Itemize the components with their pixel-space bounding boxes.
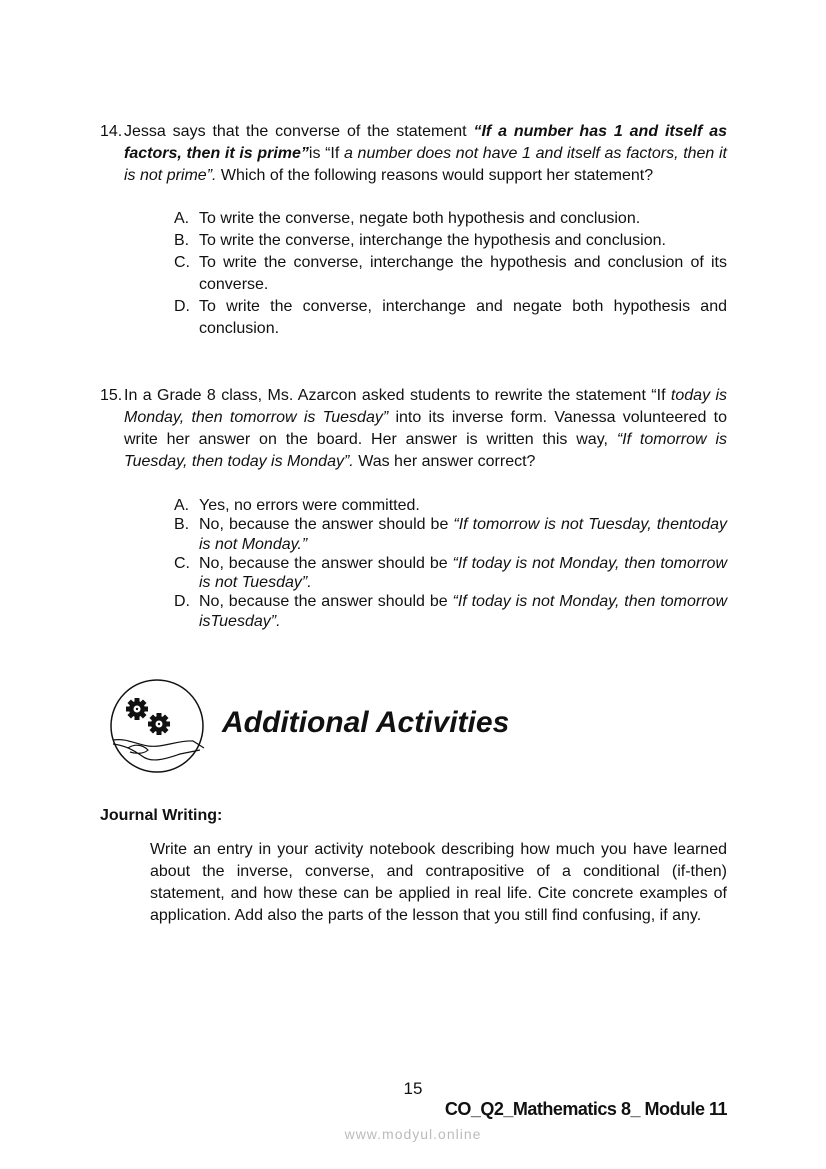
module-footer: CO_Q2_Mathematics 8_ Module 11: [444, 1099, 727, 1119]
answer-option-a: [174, 496, 727, 515]
answer-option-d: [174, 592, 727, 631]
question-number: 15.: [100, 387, 123, 404]
option-label: A.: [174, 497, 190, 514]
answer-option-d: [174, 296, 727, 340]
answer-option-c: [174, 554, 727, 593]
answer-option-c: [174, 252, 727, 296]
watermark: www.modyul.online: [344, 1126, 482, 1142]
answer-option-b: [174, 515, 727, 554]
text-segment: today is Monday, then tomorrow is Tuesday”: [124, 387, 728, 426]
question-14-options: [174, 208, 727, 340]
text-segment: “If today is not Monday, then tomorrow is not Tuesday”.: [199, 554, 727, 592]
text-segment: “If a number has 1 and itself as factors, then it is prime”: [124, 123, 728, 162]
text-segment: is “If: [308, 145, 344, 162]
journal-text: Write an entry in your activity notebook describing how much you have learned about the inverse, converse, and contrapositive of a conditional (if-then) statement, and how these can be applied in real life. Cite concrete examples of application. Add also the parts of the lesson that you still find confusing, if any.: [150, 841, 727, 924]
option-label: B.: [174, 516, 190, 534]
option-label: D.: [174, 593, 190, 611]
text-segment: Was her answer correct?: [353, 453, 536, 470]
option-label: C.: [174, 254, 190, 271]
option-label: B.: [174, 232, 190, 249]
text-segment: No, because the answer should be: [199, 554, 453, 572]
answer-option-b: [174, 230, 727, 252]
question-15: [100, 385, 727, 473]
option-label: C.: [174, 554, 190, 572]
question-stem: [124, 121, 727, 187]
text-segment: To write the converse, negate both hypothesis and conclusion.: [199, 210, 641, 227]
question-14: [100, 121, 727, 187]
option-label: A.: [174, 210, 190, 227]
text-segment: into its inverse form. Vanessa volunteered to write her answer on the board. Her answer is written this way,: [124, 409, 728, 448]
option-label: D.: [174, 298, 190, 315]
text-segment: a number does not have 1 and itself as factors, then it is not prime”.: [124, 145, 727, 184]
question-15-options: [174, 496, 727, 631]
journal-heading: Journal Writing:: [100, 807, 223, 824]
question-stem: [124, 385, 727, 473]
text-segment: In a Grade 8 class, Ms. Azarcon asked students to rewrite the statement “If: [124, 387, 671, 404]
text-segment: No, because the answer should be: [199, 516, 454, 534]
text-segment: “If today is not Monday, then tomorrow isTuesday”.: [199, 593, 727, 630]
text-segment: No, because the answer should be: [199, 593, 453, 611]
page-number: 15: [403, 1079, 423, 1098]
answer-option-a: [174, 208, 727, 230]
section-title: Additional Activities: [222, 706, 510, 739]
text-segment: Which of the following reasons would support her statement?: [216, 167, 654, 184]
question-number: 14.: [100, 123, 123, 140]
text-segment: To write the converse, interchange the hypothesis and conclusion.: [199, 232, 666, 249]
text-segment: To write the converse, interchange and negate both hypothesis and conclusion.: [199, 298, 727, 337]
text-segment: Jessa says that the converse of the statement: [124, 123, 474, 140]
text-segment: To write the converse, interchange the hypothesis and conclusion of its converse.: [199, 254, 727, 293]
text-segment: “If tomorrow is not Tuesday, thentoday is not Monday.”: [199, 516, 727, 553]
text-segment: Yes, no errors were committed.: [199, 497, 420, 514]
hand-gears-icon: [108, 678, 206, 774]
text-segment: “If tomorrow is Tuesday, then today is Monday”.: [124, 431, 727, 470]
